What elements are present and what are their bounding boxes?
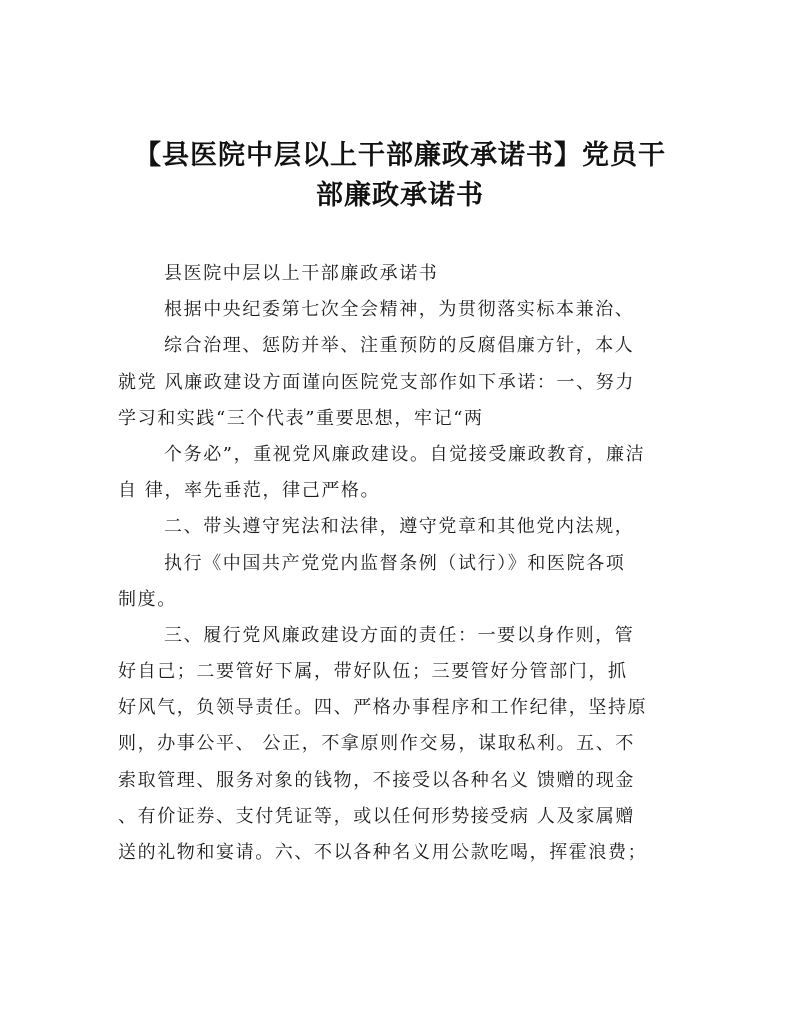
paragraph-line: 则，办事公平、 公正，不拿原则作交易，谋取私利。五、不: [118, 733, 635, 755]
title-line-2: 部廉政承诺书: [316, 180, 484, 211]
paragraph-line: 执行《中国共产党党内监督条例（试行）》和医院各项: [164, 552, 626, 574]
paragraph-line: 三、履行党风廉政建设方面的责任：一要以身作则，管: [164, 624, 635, 646]
paragraph-line: 根据中央纪委第七次全会精神，为贯彻落实标本兼治、: [164, 299, 635, 321]
paragraph-line: 就党 风廉政建设方面谨向医院党支部作如下承诺：一、努力: [118, 371, 635, 393]
paragraph-line: 索取管理、服务对象的钱物，不接受以各种名义 馈赠的现金: [118, 769, 635, 791]
paragraph-line: 县医院中层以上干部廉政承诺书: [164, 263, 439, 284]
paragraph-line: 、有价证券、支付凭证等，或以任何形势接受病 人及家属赠: [118, 805, 635, 827]
paragraph-line: 综合治理、惩防并举、注重预防的反腐倡廉方针，本人: [164, 335, 635, 357]
paragraph-line: 送的礼物和宴请。六、不以各种名义用公款吃喝，挥霍浪费；: [118, 842, 648, 863]
document-body: [118, 256, 688, 871]
paragraph-line: 好自己；二要管好下属，带好队伍；三要管好分管部门，抓: [118, 661, 628, 683]
title-line-1: 【县医院中层以上干部廉政承诺书】党员干: [134, 140, 666, 171]
document-title: [100, 136, 700, 216]
paragraph-line: 二、带头遵守宪法和法律，遵守党章和其他党内法规，: [164, 516, 635, 538]
paragraph-line: 学习和实践“三个代表”重要思想，牢记“两: [118, 407, 484, 429]
paragraph-line: 好风气，负领导责任。四、严格办事程序和工作纪律，坚持原: [118, 697, 648, 719]
paragraph-line: 制度。: [118, 588, 177, 610]
paragraph-line: 个务必”，重视党风廉政建设。自觉接受廉政教育，廉洁: [164, 443, 646, 465]
paragraph-line: 自 律，率先垂范，律己严格。: [118, 480, 381, 502]
